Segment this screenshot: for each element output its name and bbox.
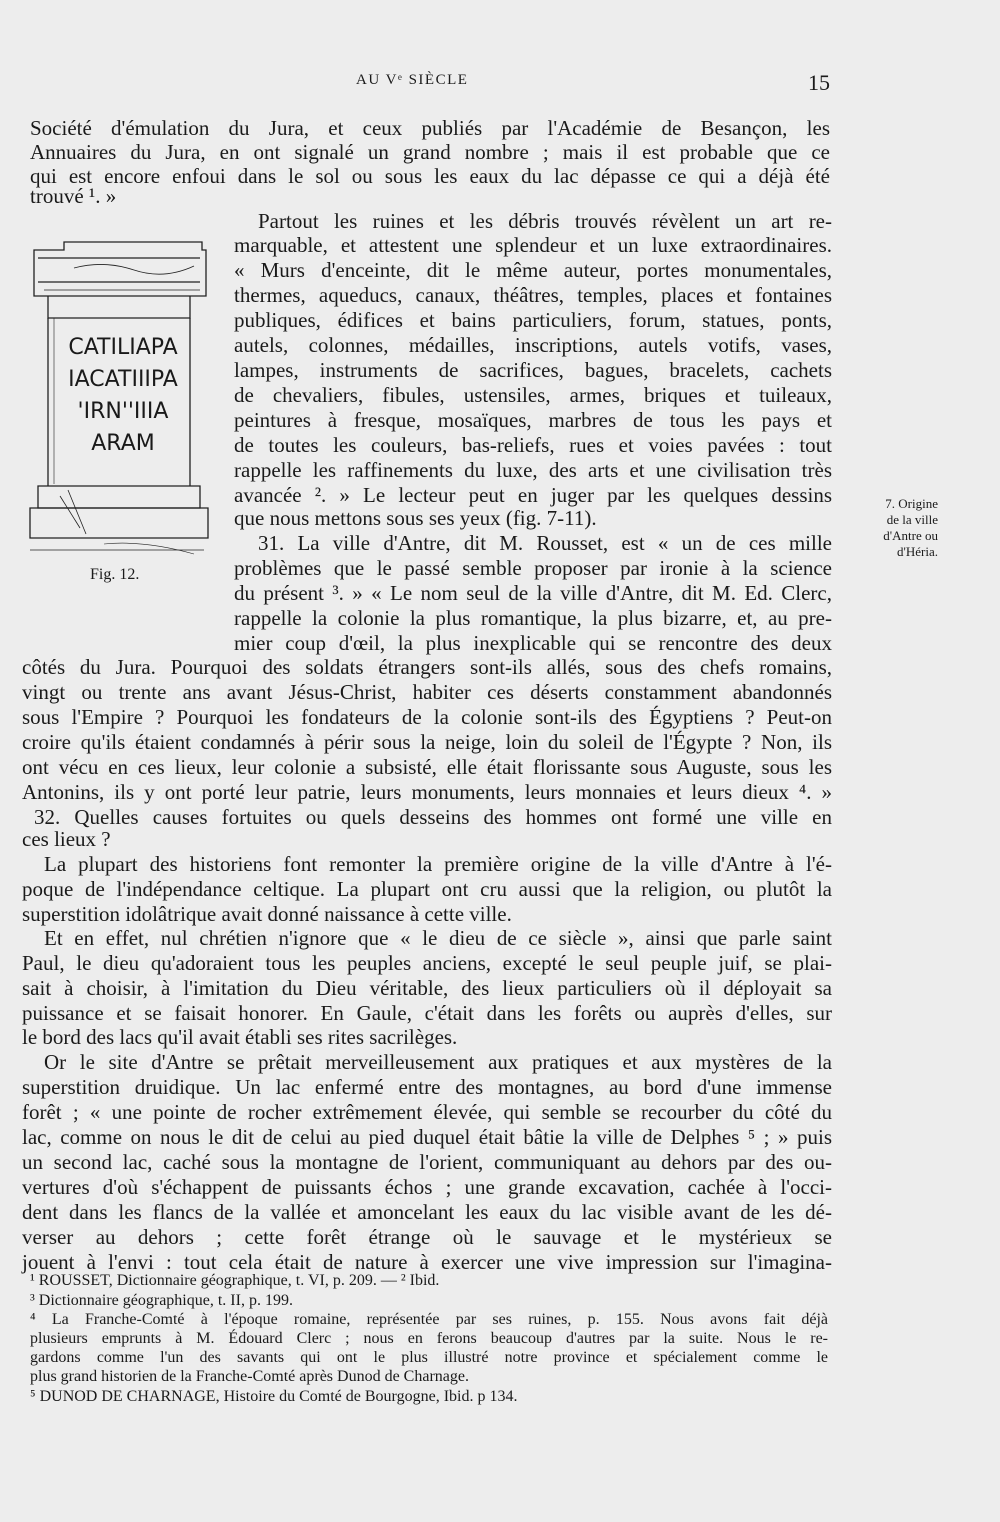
footnote-line: gardons comme l'un des savants qui ont le plus illustré notre province et spécialement comme le <box>30 1349 828 1366</box>
inscription-line: ARAM <box>91 431 155 456</box>
margin-note <box>840 496 938 560</box>
text-line: rappelle les raffinements du luxe, des arts et une civilisation très <box>234 458 832 482</box>
text-line: un second lac, caché sous la montagne de l'orient, communiquant au dehors par des ou- <box>22 1150 832 1174</box>
text-line: La plupart des historiens font remonter la première origine de la ville d'Antre à l'é- <box>44 852 832 876</box>
text-line: ont vécu en ces lieux, leur colonie a subsisté, elle était florissante sous Auguste, sous les <box>22 755 832 779</box>
text-line: Partout les ruines et les débris trouvés révèlent un art re- <box>258 209 832 233</box>
margin-note-line: de la ville <box>886 512 938 527</box>
footnote-line: ³ Dictionnaire géographique, t. II, p. 199. <box>30 1292 293 1309</box>
inscription-line: IACATIIIPA <box>68 367 178 392</box>
text-line: sous l'Empire ? Pourquoi les fondateurs de la colonie sont-ils des Égyptiens ? Peut-on <box>22 705 832 729</box>
figure-caption: Fig. 12. <box>90 566 140 583</box>
text-line: « Murs d'enceinte, dit le même auteur, portes monumentales, <box>234 258 832 282</box>
altar-figure <box>24 238 214 560</box>
footnote-line: plus grand historien de la Franche-Comté après Dunod de Charnage. <box>30 1368 469 1385</box>
text-line: de toutes les couleurs, bas-reliefs, rues et voies pavées : tout <box>234 433 832 457</box>
text-line: que nous mettons sous ses yeux (fig. 7-11). <box>234 506 597 530</box>
text-line: puissance et se faisait honorer. En Gaule, c'était dans les forêts ou auprès d'elles, sur <box>22 1001 832 1025</box>
text-line: thermes, aqueducs, canaux, théâtres, temples, places et fontaines <box>234 283 832 307</box>
footnote-line: ¹ ROUSSET, Dictionnaire géographique, t. VI, p. 209. — ² Ibid. <box>30 1272 440 1289</box>
text-line: de chevaliers, fibules, ustensiles, armes, briques et tuileaux, <box>234 383 832 407</box>
text-line: mier coup d'œil, la plus inexplicable qui se rencontre des deux <box>234 631 832 655</box>
text-line: poque de l'indépendance celtique. La plupart ont cru aussi que la religion, ou plutôt la <box>22 877 832 901</box>
text-line: sait à choisir, à l'imitation du Dieu véritable, des lieux particuliers où il déployait sa <box>22 976 832 1000</box>
page-number: 15 <box>808 70 830 95</box>
text-line: Et en effet, nul chrétien n'ignore que « le dieu de ce siècle », ainsi que parle saint <box>44 926 832 950</box>
inscription-line: 'IRN''IIIA <box>77 399 169 424</box>
text-line: le bord des lacs qu'il avait établi ses rites sacrilèges. <box>22 1025 458 1049</box>
text-line: trouvé ¹. » <box>30 184 117 208</box>
running-title: AU Vᵉ SIÈCLE <box>356 72 469 88</box>
text-line: qui est encore enfoui dans le sol ou sous les eaux du lac dépasse ce qui a déjà été <box>30 164 830 188</box>
text-line: côtés du Jura. Pourquoi des soldats étrangers sont-ils allés, sous des chefs romains, <box>22 655 832 679</box>
text-line: Antonins, ils y ont porté leur patrie, leurs monuments, leurs monnaies et leurs dieux ⁴. » <box>22 780 832 804</box>
text-line: marquable, et attestent une splendeur et un luxe extraordinaires. <box>234 233 832 257</box>
altar-inscription <box>60 332 186 460</box>
footnote-line: ⁵ DUNOD DE CHARNAGE, Histoire du Comté de Bourgogne, Ibid. p 134. <box>30 1388 518 1405</box>
text-line: ces lieux ? <box>22 827 111 851</box>
text-line: Annuaires du Jura, en ont signalé un grand nombre ; mais il est probable que ce <box>30 140 830 164</box>
text-line: lac, comme on nous le dit de celui au pied duquel était bâtie la ville de Delphes ⁵ ; » puis <box>22 1125 832 1149</box>
text-line: Société d'émulation du Jura, et ceux publiés par l'Académie de Besançon, les <box>30 116 830 140</box>
text-line: Or le site d'Antre se prêtait merveilleusement aux pratiques et aux mystères de la <box>44 1050 832 1074</box>
text-line: du présent ³. » « Le nom seul de la ville d'Antre, dit M. Ed. Clerc, <box>234 581 832 605</box>
text-line: croire qu'ils étaient condamnés à périr sous la neige, loin du soleil de l'Égypte ? Non, ils <box>22 730 832 754</box>
text-line: jouent à l'envi : tout cela était de nature à exercer une vive impression sur l'imagina- <box>22 1250 832 1274</box>
text-line: dent dans les flancs de la vallée et amoncelant les eaux du lac visible avant de les dé- <box>22 1200 832 1224</box>
text-line: verser au dehors ; cette forêt étrange où le sauvage et le mystérieux se <box>22 1225 832 1249</box>
text-line: avancée ². » Le lecteur peut en juger par les quelques dessins <box>234 483 832 507</box>
text-line: superstition idolâtrique avait donné naissance à cette ville. <box>22 902 512 926</box>
text-line: 32. Quelles causes fortuites ou quels desseins des hommes ont formé une ville en <box>34 805 832 829</box>
inscription-line: CATILIAPA <box>68 335 178 360</box>
page-header <box>0 72 1000 96</box>
text-line: lampes, instruments de sacrifices, bagues, bracelets, cachets <box>234 358 832 382</box>
margin-note-line: d'Antre ou <box>883 528 938 543</box>
text-line: peintures à fresque, mosaïques, marbres de tous les pays et <box>234 408 832 432</box>
text-line: superstition druidique. Un lac enfermé entre des montagnes, au bord d'une immense <box>22 1075 832 1099</box>
text-line: vertures d'où s'échappent de puissants échos ; une grande excavation, cachée à l'occi- <box>22 1175 832 1199</box>
footnote-line: plusieurs emprunts à M. Édouard Clerc ; nous en ferons beaucoup d'autres par la suite. Nous le re- <box>30 1330 828 1347</box>
margin-note-line: d'Héria. <box>897 544 938 559</box>
text-line: vingt ou trente ans avant Jésus-Christ, habiter ces déserts constamment abandonnés <box>22 680 832 704</box>
margin-note-line: 7. Origine <box>885 496 938 511</box>
text-line: Paul, le dieu qu'adoraient tous les peuples anciens, excepté le seul peuple juif, se plai- <box>22 951 832 975</box>
text-line: forêt ; « une pointe de rocher extrêmement élevée, qui semble se recourber du côté du <box>22 1100 832 1124</box>
text-line: publiques, édifices et bains particuliers, forum, statues, ponts, <box>234 308 832 332</box>
text-line: autels, colonnes, médailles, inscriptions, autels votifs, vases, <box>234 333 832 357</box>
text-line: 31. La ville d'Antre, dit M. Rousset, est « un de ces mille <box>258 531 832 555</box>
text-line: problèmes que le passé semble proposer par ironie à la science <box>234 556 832 580</box>
footnote-line: ⁴ La Franche-Comté à l'époque romaine, représentée par ses ruines, p. 155. Nous avons fait déjà <box>30 1311 828 1328</box>
text-line: rappelle la colonie la plus romantique, la plus bizarre, et, au pre- <box>234 606 832 630</box>
